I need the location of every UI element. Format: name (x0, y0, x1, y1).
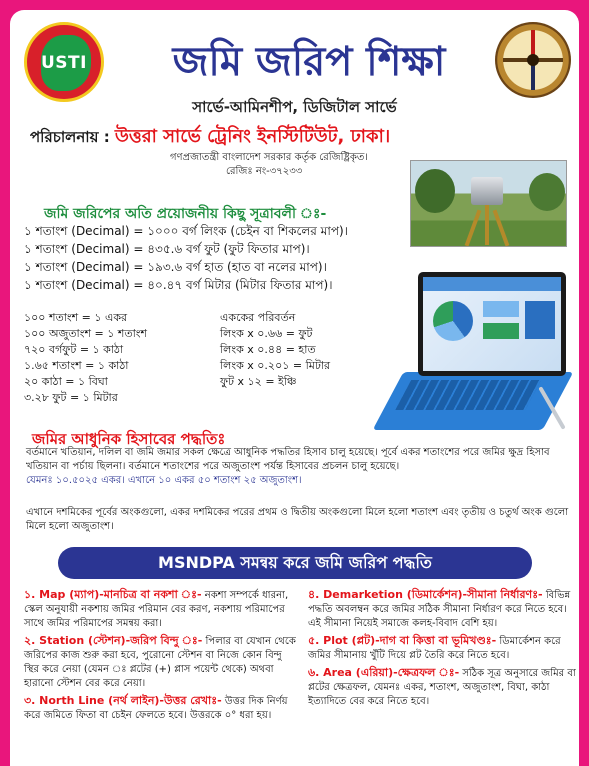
methods-right-column (308, 588, 579, 712)
method-title: ৪. Demarketion (ডিমার্কেশন)-সীমানা নির্ধারণঃ- (308, 588, 543, 601)
formula-list (24, 222, 424, 294)
conversion-line: ১০০ অজুতাংশ = ১ শতাংশ (24, 327, 148, 340)
method-title: ২. Station (স্টেশন)-জরিপ বিন্দু ঃ- (24, 634, 203, 647)
unit-conversions (220, 310, 400, 390)
methods-left-column (24, 588, 296, 726)
keyboard-icon (373, 372, 574, 430)
method-title: ৬. Area (এরিয়া)-ক্ষেত্রফল ঃ- (308, 666, 460, 679)
area-conversions (24, 310, 204, 406)
formula-line: ১ শতাংশ (Decimal) = ৪০.৪৭ বর্গ মিটার (মিটার ফিতার মাপ)। (24, 278, 333, 292)
conversion-line: ৭২০ বর্গফুট = ১ কাঠা (24, 343, 124, 356)
method-body: সঠিক সূত্র অনুসারে জমির বা প্লটের ক্ষেত্রফল, যেমনঃ একর, শতাংশ, অজুতাংশ, বিঘা, কাঠা ইত্যাদিতে বের করে নিতে হবে। (308, 668, 576, 707)
method-body: পিলার বা যেখান থেকে জরিপের কাজ শুরু করা হবে, পুরোনো স্টেশন বা নিজে কোন বিন্দু স্থির করে নেয়া (যেমন ঃ প্লটের (+) প্লাস পয়েন্ট থেকে) অথবা হারানো স্টেশন বের করে নেয়া। (24, 636, 296, 689)
conversion-line: ১.৬৫ শতাংশ = ১ কাঠা (24, 359, 129, 372)
director-line (30, 122, 570, 153)
poster-subtitle: সার্ভে-আমিনশীপ, ডিজিটাল সার্ভে (192, 98, 397, 116)
compass-icon (495, 22, 571, 98)
conversion-line: এককের পরিবর্তন (220, 311, 296, 324)
formulas-heading: জমি জরিপের অতি প্রয়োজনীয় কিছু সূত্রাবলী ঃ- (44, 206, 327, 222)
conversion-line: লিংক x ০.২০১ = মিটার (220, 359, 331, 372)
laptop-image (388, 272, 572, 442)
total-station-photo (410, 160, 567, 247)
method-body: উত্তর দিক নির্ণয় করে জমিতে ফিতা বা চেইন ফেলতে হবে। উত্তরকে ০° ধরা হয়। (24, 696, 288, 721)
formula-line: ১ শতাংশ (Decimal) = ৪৩৫.৬ বর্গ ফুট (ফুট ফিতার মাপ)। (24, 242, 310, 256)
formula-line: ১ শতাংশ (Decimal) = ১৯৩.৬ বর্গ হাত (হাত বা নলের মাপ)। (24, 260, 327, 274)
conversion-line: ২০ কাঠা = ১ বিঘা (24, 375, 108, 388)
decimal-explanation: এখানে দশমিকের পূর্বের অংকগুলো, একর দশমিকের পরের প্রথম ও দ্বিতীয় অংকগুলো মিলে হলো শতাংশ এবং তৃতীয় ও চতুর্থ অংক গুলো মিলে হলো অজুতাংশ। (26, 507, 569, 532)
method-item (24, 634, 296, 691)
method-body: বিভিন্ন পদ্ধতি অবলম্বন করে জমির সঠিক সীমানা নির্ধারণ করে নিতে হবে। এই সীমানা নিয়েই সমাজে কলহ-বিবাদ বেশি হয়। (308, 590, 571, 629)
method-body: ডিমার্কেশন করে জমির সীমানায় খুঁটি দিয়ে প্লট তৈরি করে নিতে হবে। (308, 636, 561, 661)
director-label: পরিচালনায় : (30, 128, 110, 146)
conversion-line: লিংক x ০.৪৪ = হাত (220, 343, 316, 356)
conversion-line: ১০০ শতাংশ = ১ একর (24, 311, 128, 324)
conversion-line: লিংক x ০.৬৬ = ফুট (220, 327, 313, 340)
institute-name: উত্তরা সার্ভে ট্রেনিং ইনস্টিটিউট, ঢাকা। (114, 126, 391, 147)
usti-logo (24, 22, 104, 102)
modern-paragraph: বর্তমানে খতিয়ান, দলিল বা জমি জমার সকল ক্ষেত্রে আধুনিক পদ্ধতির হিসাব চালু হয়েছে। পূর্বে একর শতাংশের পরে জমির ক্ষুদ্র হিসাব খতিয়ান বা পর্চায় ছিলনা। বর্তমানে শতাংশের পরে অজুতাংশ পর্যন্ত হিসাবের প্রচলন চালু হয়েছে। (26, 447, 550, 472)
pie-chart-icon (433, 301, 473, 341)
conversion-line: ফুট x ১২ = ইঞ্চি (220, 375, 297, 388)
method-banner: MSNDPA সমন্বয় করে জমি জরিপ পদ্ধতি (58, 547, 532, 579)
laptop-screen (418, 272, 566, 376)
formula-line: ১ শতাংশ (Decimal) = ১০০০ বর্গ লিংক (চেইন বা শিকলের মাপ)। (24, 224, 348, 238)
method-item (308, 666, 579, 709)
method-item (308, 634, 579, 663)
method-title: ১. Map (ম্যাপ)-মানচিত্র বা নকশা ঃ- (24, 588, 202, 601)
method-item (24, 694, 296, 723)
method-title: ৩. North Line (নর্থ লাইন)-উত্তর রেখাঃ- (24, 694, 222, 707)
modern-example: যেমনঃ ১০.৫০২৫ একর। এখানে ১০ একর ৫০ শতাংশ ২৫ অজুতাংশ। (26, 475, 302, 486)
poster (10, 10, 579, 766)
logo-text: USTI (41, 53, 87, 73)
method-body: নকশা সম্পর্কে ধারনা, স্কেল অনুযায়ী নকশায় জমির পরিমান বের করণ, নকশায় পরিমাপের সাথে জমির পরিমাপের সমন্বয় করা। (24, 590, 289, 629)
total-station-icon (471, 177, 503, 205)
method-title: ৫. Plot (প্লট)-দাগ বা কিত্তা বা ভূমিখণ্ডঃ- (308, 634, 497, 647)
method-item (24, 588, 296, 631)
modern-method-heading: জমির আধুনিক হিসাবের পদ্ধতিঃ (32, 430, 226, 448)
registration-number: রেজিঃ নং-৩৭২৩৩ (226, 166, 303, 177)
conversion-line: ৩.২৮ ফুট = ১ মিটার (24, 391, 118, 404)
method-item (308, 588, 579, 631)
government-registration: গণপ্রজাতন্ত্রী বাংলাদেশ সরকার কর্তৃক রেজিষ্ট্রিকৃত। (170, 152, 368, 163)
poster-title: জমি জরিপ শিক্ষা (172, 38, 446, 85)
